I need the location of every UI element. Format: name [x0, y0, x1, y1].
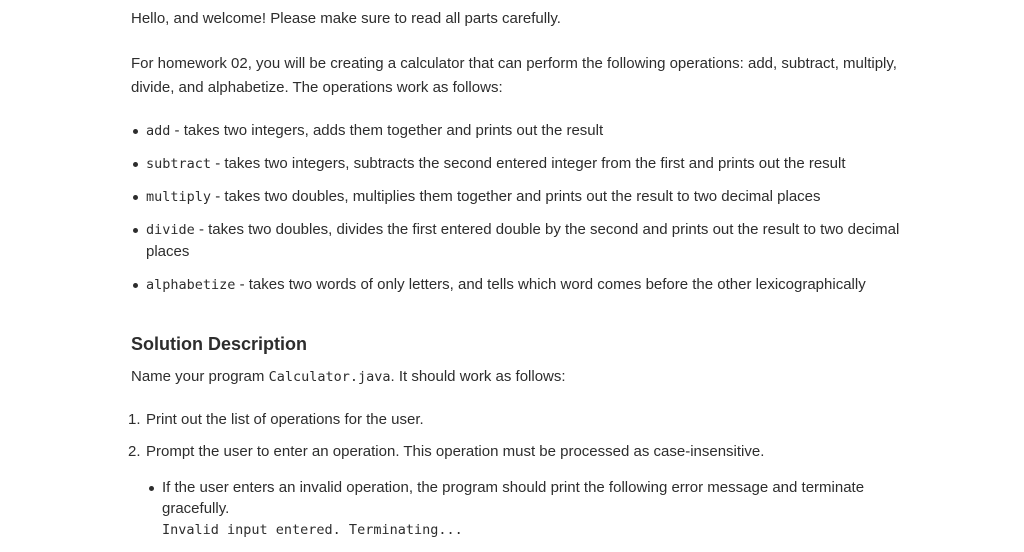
- list-item-divide: [131, 219, 921, 263]
- op-name-subtract: subtract: [146, 156, 212, 172]
- step-text: Print out the list of operations for the user.: [146, 411, 424, 428]
- substep-text: If the user enters an invalid operation, the program should print the following error message and terminate gracefully.: [162, 479, 865, 517]
- intro-text: Hello, and welcome! Please make sure to read all parts carefully.: [131, 10, 561, 27]
- overview-text: For homework 02, you will be creating a calculator that can perform the following operations: add, subtract, multiply, divide, and alphabetize. The operations work as follows:: [131, 55, 897, 96]
- section-heading-solution: Solution Description: [131, 334, 308, 354]
- op-desc-divide: - takes two doubles, divides the first entered double by the second and prints out the result to two decimal places: [146, 221, 900, 260]
- op-name-multiply: multiply: [146, 189, 212, 205]
- op-desc-alphabetize: - takes two words of only letters, and tells which word comes before the other lexicographically: [235, 276, 866, 293]
- list-item-add: [131, 120, 921, 142]
- list-item-multiply: [131, 186, 921, 208]
- op-desc-subtract: - takes two integers, subtracts the second entered integer from the first and prints out the result: [211, 155, 846, 172]
- list-item-subtract: [131, 153, 921, 175]
- substep-list: [147, 477, 927, 541]
- op-name-divide: divide: [146, 222, 195, 238]
- substep-item-invalid-operation: [147, 477, 927, 541]
- name-prefix: Name your program: [131, 368, 269, 385]
- operations-list: [131, 120, 921, 307]
- step-number: 2.: [128, 443, 141, 460]
- step-text: Prompt the user to enter an operation. This operation must be processed as case-insensitive.: [146, 443, 765, 460]
- op-desc-add: - takes two integers, adds them together and prints out the result: [170, 122, 604, 139]
- op-name-add: add: [146, 123, 171, 139]
- steps-list: [128, 409, 921, 473]
- step-item-1: [128, 409, 921, 431]
- list-item-alphabetize: [131, 274, 921, 296]
- name-suffix: . It should work as follows:: [390, 368, 566, 385]
- program-filename: Calculator.java: [268, 369, 391, 385]
- op-desc-multiply: - takes two doubles, multiplies them together and prints out the result to two decimal places: [211, 188, 821, 205]
- step-number: 1.: [128, 411, 141, 428]
- error-message-code: Invalid input entered. Terminating...: [162, 522, 463, 538]
- program-name-text: [131, 365, 566, 389]
- step-item-2: [128, 441, 921, 463]
- op-name-alphabetize: alphabetize: [146, 277, 236, 293]
